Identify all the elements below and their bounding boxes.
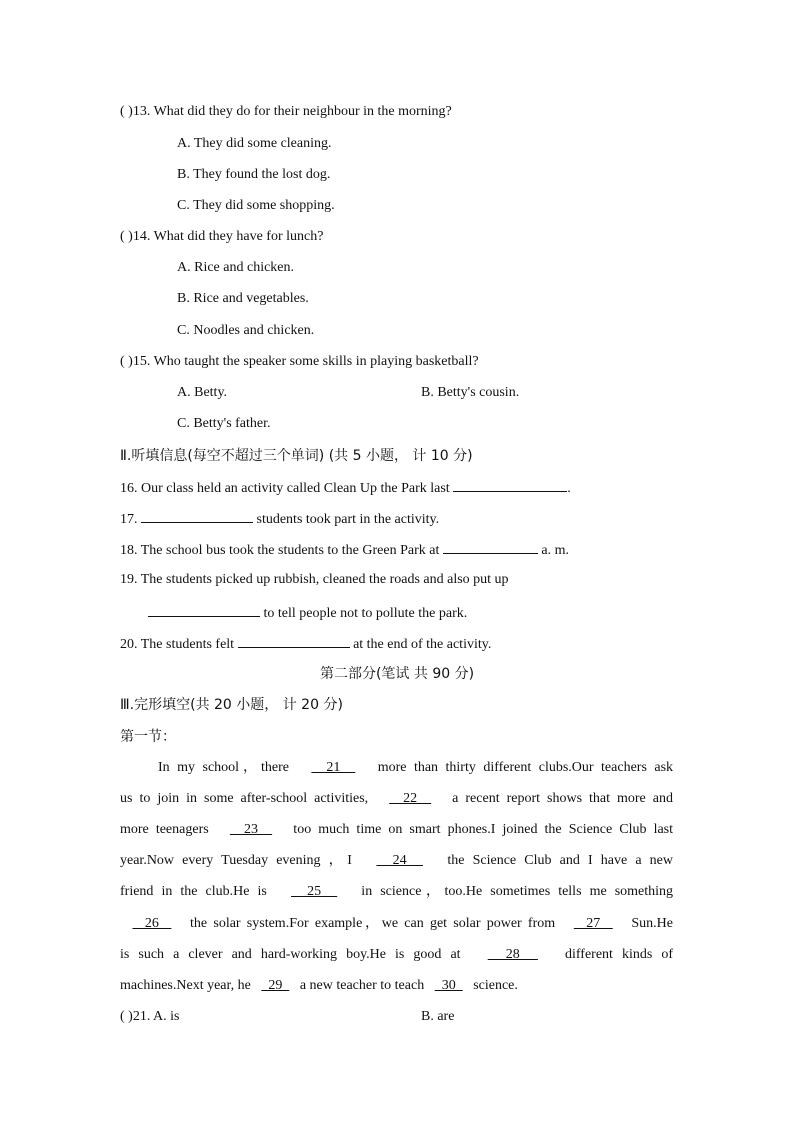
passage-text: more than thirty different clubs.Our teachers ask xyxy=(370,760,674,775)
question-14-stem: ( )14. What did they have for lunch? xyxy=(120,229,324,244)
question-19-line-2 xyxy=(148,602,467,624)
passage-line-8 xyxy=(120,976,673,996)
section-3-subsection: 第一节： xyxy=(120,729,176,745)
part-2-title: 第二部分(笔试 共 90 分) xyxy=(319,666,475,682)
passage-text: science. xyxy=(469,978,518,993)
passage-line-6 xyxy=(120,914,673,934)
passage-text: a recent report shows that more and xyxy=(445,791,673,806)
question-21-option-b: B. are xyxy=(421,1009,455,1024)
passage-text: too much time on smart phones.I joined the Science Club last xyxy=(286,822,674,837)
question-13-option-a: A. They did some cleaning. xyxy=(177,136,332,151)
passage-text: in science，too.He sometimes tells me something xyxy=(353,884,674,899)
question-17-number: 17. xyxy=(120,512,141,527)
answer-blank-16[interactable] xyxy=(453,477,567,492)
question-15-option-b: B. Betty's cousin. xyxy=(421,385,520,400)
question-15-stem: ( )15. Who taught the speaker some skills in playing basketball? xyxy=(120,354,479,369)
blank-30: 30 xyxy=(434,978,463,993)
blank-22: 22 xyxy=(389,791,432,806)
section-2-title: Ⅱ.听填信息(每空不超过三个单词) (共 5 小题， 计 10 分) xyxy=(120,448,473,464)
question-13-stem: ( )13. What did they do for their neighbour in the morning? xyxy=(120,104,452,119)
blank-25: 25 xyxy=(291,884,338,899)
passage-line-3 xyxy=(120,820,673,840)
passage-text: year.Now every Tuesday evening ，I xyxy=(120,853,361,868)
answer-blank-19[interactable] xyxy=(148,602,260,617)
question-20-text: 20. The students felt xyxy=(120,637,238,652)
question-15-option-c: C. Betty's father. xyxy=(177,416,271,431)
passage-text: a new teacher to teach xyxy=(296,978,428,993)
passage-line-5 xyxy=(120,882,673,902)
passage-line-1 xyxy=(158,758,673,778)
question-17-text: students took part in the activity. xyxy=(253,512,440,527)
blank-27: 27 xyxy=(573,916,613,931)
question-19-line-1: 19. The students picked up rubbish, cleaned the roads and also put up xyxy=(120,572,509,587)
question-14-option-a: A. Rice and chicken. xyxy=(177,260,295,275)
question-16-text: 16. Our class held an activity called Clean Up the Park last xyxy=(120,481,454,496)
question-18-text: 18. The school bus took the students to the Green Park at xyxy=(120,543,443,558)
passage-text: In my school，there xyxy=(158,760,297,775)
section-3-title: Ⅲ.完形填空(共 20 小题， 计 20 分) xyxy=(120,697,343,713)
answer-blank-17[interactable] xyxy=(141,508,253,523)
question-16-end: . xyxy=(567,481,571,496)
passage-text: Sun.He xyxy=(625,916,674,931)
blank-29: 29 xyxy=(261,978,290,993)
passage-text: us to join in some after-school activities, xyxy=(120,791,376,806)
question-18-end: a. m. xyxy=(537,543,569,558)
blank-26: 26 xyxy=(132,916,172,931)
passage-text: more teenagers xyxy=(120,822,216,837)
passage-text: machines.Next year, he xyxy=(120,978,255,993)
question-17 xyxy=(120,508,439,530)
question-13-option-b: B. They found the lost dog. xyxy=(177,167,331,182)
answer-blank-18[interactable] xyxy=(443,539,538,554)
passage-text: is such a clever and hard-working boy.He is good at xyxy=(120,947,470,962)
passage-line-7 xyxy=(120,945,673,965)
question-14-option-b: B. Rice and vegetables. xyxy=(177,291,309,306)
passage-text: different kinds of xyxy=(555,947,674,962)
question-19-text: to tell people not to pollute the park. xyxy=(260,606,468,621)
passage-text: the Science Club and I have a new xyxy=(439,853,674,868)
answer-blank-20[interactable] xyxy=(238,633,350,648)
question-14-option-c: C. Noodles and chicken. xyxy=(177,323,315,338)
passage-text: the solar system.For example，we can get solar power from xyxy=(183,916,562,931)
passage-line-4 xyxy=(120,851,673,871)
blank-28: 28 xyxy=(487,947,538,962)
question-20 xyxy=(120,633,491,655)
question-16 xyxy=(120,477,571,499)
blank-24: 24 xyxy=(376,853,423,868)
blank-23: 23 xyxy=(229,822,273,837)
question-18 xyxy=(120,539,569,561)
question-13-option-c: C. They did some shopping. xyxy=(177,198,335,213)
question-20-end: at the end of the activity. xyxy=(349,637,492,652)
passage-line-2 xyxy=(120,789,673,809)
question-15-option-a: A. Betty. xyxy=(177,385,228,400)
question-21-stem: ( )21. A. is xyxy=(120,1009,180,1024)
passage-text: friend in the club.He is xyxy=(120,884,275,899)
blank-21: 21 xyxy=(311,760,356,775)
